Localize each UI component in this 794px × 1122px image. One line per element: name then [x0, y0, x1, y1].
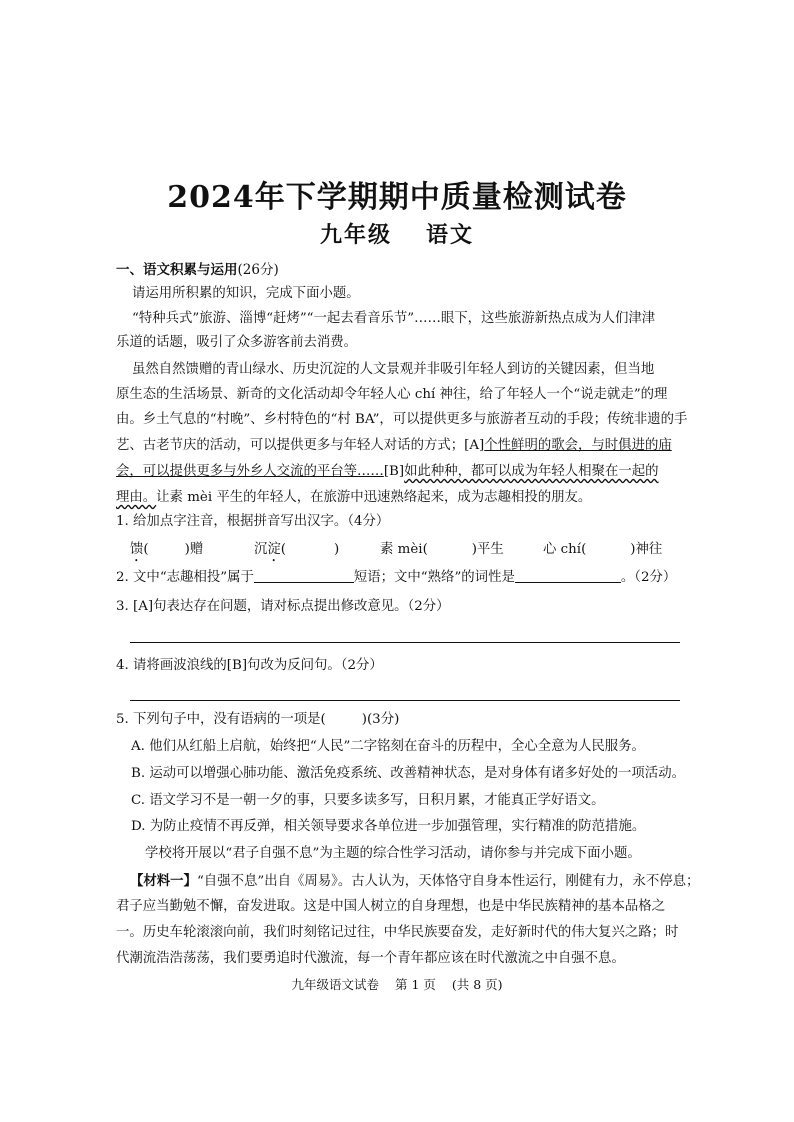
question-1-item-3	[380, 540, 504, 560]
dotted-char: 淀	[267, 542, 281, 557]
footer-total-pages: (共 8 页)	[451, 977, 503, 992]
section-score: (26分)	[237, 262, 279, 278]
question-5-option-b[interactable]: B. 运动可以增强心肺功能、激活免疫系统、改善精神状态，是对身体有诸多好处的一项活动。	[131, 766, 685, 781]
page-subtitle	[0, 218, 794, 249]
answer-line-q3[interactable]	[130, 642, 680, 643]
passage-p2-line6	[116, 488, 591, 508]
pinyin-prompt: 心 chí	[543, 542, 582, 557]
page-footer	[0, 975, 794, 993]
question-5-stem	[116, 710, 399, 730]
sentence-b-marker: [B]	[383, 464, 405, 479]
footer-page-number: 第 1 页	[394, 977, 436, 992]
paren-open: (	[422, 542, 428, 557]
section-heading	[116, 258, 279, 278]
question-3-stem: 3. [A]句表达存在问题，请对标点提出修改意见。（2分）	[116, 599, 450, 614]
dotted-char: 馈	[130, 542, 144, 557]
paren-open: (	[581, 542, 587, 557]
sentence-a-underlined-cont: 会，可以提供更多与外乡人交流的平台等……	[116, 464, 384, 479]
paren-open: (	[143, 542, 149, 557]
section-title: 一、语文积累与运用	[116, 262, 238, 278]
section-instruction: 请运用所积累的知识，完成下面小题。	[132, 286, 360, 301]
question-5-stem-b: )(3分)	[361, 712, 400, 727]
paren-close: )神往	[630, 542, 663, 557]
passage-p1-line1: “特种兵式”旅游、淄博“赶烤”“一起去看音乐节”……眼下，这些旅游新热点成为人们津津	[132, 311, 656, 326]
pinyin-prompt: 素 mèi	[380, 542, 423, 557]
footer-paper-name: 九年级语文试卷	[291, 977, 379, 992]
passage-text: 艺、古老节庆的活动，可以提供更多与年轻人对话的方式；[A]	[116, 438, 485, 453]
passage-p2-line2: 原生态的生活场景、新奇的文化活动却令年轻人心 chí 神往，给了年轻人一个“说走就走”的理	[116, 387, 668, 402]
sentence-b-wavy: 如此种种，都可以成为年轻人相聚在一起的	[404, 464, 659, 479]
paren-close: )平生	[471, 542, 504, 557]
question-1-item-2	[254, 540, 339, 565]
material-1-line3: 一。历史车轮滚滚向前，我们时刻铭记过往，中华民族要奋发，走好新时代的伟大复兴之路；时	[116, 925, 679, 940]
question-5-option-a[interactable]: A. 他们从红船上启航，始终把“人民”二字铭刻在奋斗的历程中，全心全意为人民服务。	[131, 739, 645, 754]
paren-close: )赠	[184, 542, 204, 557]
sentence-a-underlined: 个性鲜明的歌会，与时俱进的庙	[484, 438, 672, 453]
question-1-item-1	[130, 540, 203, 565]
passage-text: 让素 mèi 平生的年轻人，在旅游中迅速熟络起来，成为志趣相投的朋友。	[156, 490, 592, 505]
material-1-line1	[130, 871, 699, 892]
answer-blank-2[interactable]	[515, 568, 621, 583]
question-5-option-d[interactable]: D. 为防止疫情不再反弹，相关领导要求各单位进一步加强管理，实行精准的防范措施。	[131, 819, 646, 834]
sentence-b-wavy-cont: 理由。	[116, 490, 157, 505]
passage-p2-line3: 由。乡土气息的“村晚”、乡村特色的“村 BA”，可以提供更多与旅游者互动的手段；传统非遗的手	[116, 412, 688, 427]
material-1-line4: 代潮流浩浩荡荡，我们要勇追时代激流，每一个青年都应该在时代激流之中自强不息。	[116, 951, 625, 966]
answer-space[interactable]	[428, 541, 472, 555]
question-1-item-4	[543, 540, 662, 560]
page-title: 2024年下学期期中质量检测试卷	[167, 180, 627, 215]
passage-p2-line1: 虽然自然馈赠的青山绿水、历史沉淀的人文景观并非吸引年轻人到访的关键因素，但当地	[132, 362, 655, 377]
answer-space[interactable]	[586, 541, 630, 555]
question-4-stem: 4. 请将画波浪线的[B]句改为反问句。（2分）	[116, 658, 383, 673]
paren-open: (	[280, 542, 287, 557]
answer-space[interactable]	[286, 541, 334, 555]
char: 沉	[254, 542, 268, 557]
question-5-stem-a: 5. 下列句子中，没有语病的一项是(	[116, 712, 326, 727]
question-5-option-c[interactable]: C. 语文学习不是一朝一夕的事，只要多读多写，日积月累，才能真正学好语文。	[131, 793, 605, 808]
material-text: “自强不息”出自《周易》。古人认为，天体恪守自身本性运行，刚健有力，永不停息；	[196, 874, 700, 889]
question-1-stem: 1. 给加点字注音，根据拼音写出汉字。（4分）	[116, 514, 390, 529]
question-2-part-b: 短语；文中“熟络”的词性是	[353, 570, 515, 585]
material-1-line2: 君子应当勤勉不懈，奋发进取。这是中国人树立的自身理想，也是中华民族精神的基本品格之	[116, 899, 666, 914]
passage-p1-line2: 乐道的话题，吸引了众多游客前去消费。	[116, 335, 358, 350]
subject-label: 语文	[426, 222, 475, 248]
passage-p2-line4	[116, 436, 672, 456]
activity-intro: 学校将开展以“君子自强不息”为主题的综合性学习活动，请你参与并完成下面小题。	[145, 846, 641, 861]
answer-space[interactable]	[149, 541, 185, 555]
passage-p2-line5	[116, 462, 659, 482]
material-label: 【材料一】	[130, 873, 197, 889]
answer-blank-1[interactable]	[254, 568, 354, 583]
grade-label: 九年级	[319, 222, 392, 248]
answer-space[interactable]	[326, 711, 362, 725]
question-2-part-a: 2. 文中“志趣相投”属于	[116, 570, 254, 585]
question-2-part-c: 。（2分）	[620, 570, 677, 585]
answer-line-q4[interactable]	[130, 700, 680, 701]
question-2	[116, 568, 676, 588]
paren-close: )	[334, 542, 340, 557]
